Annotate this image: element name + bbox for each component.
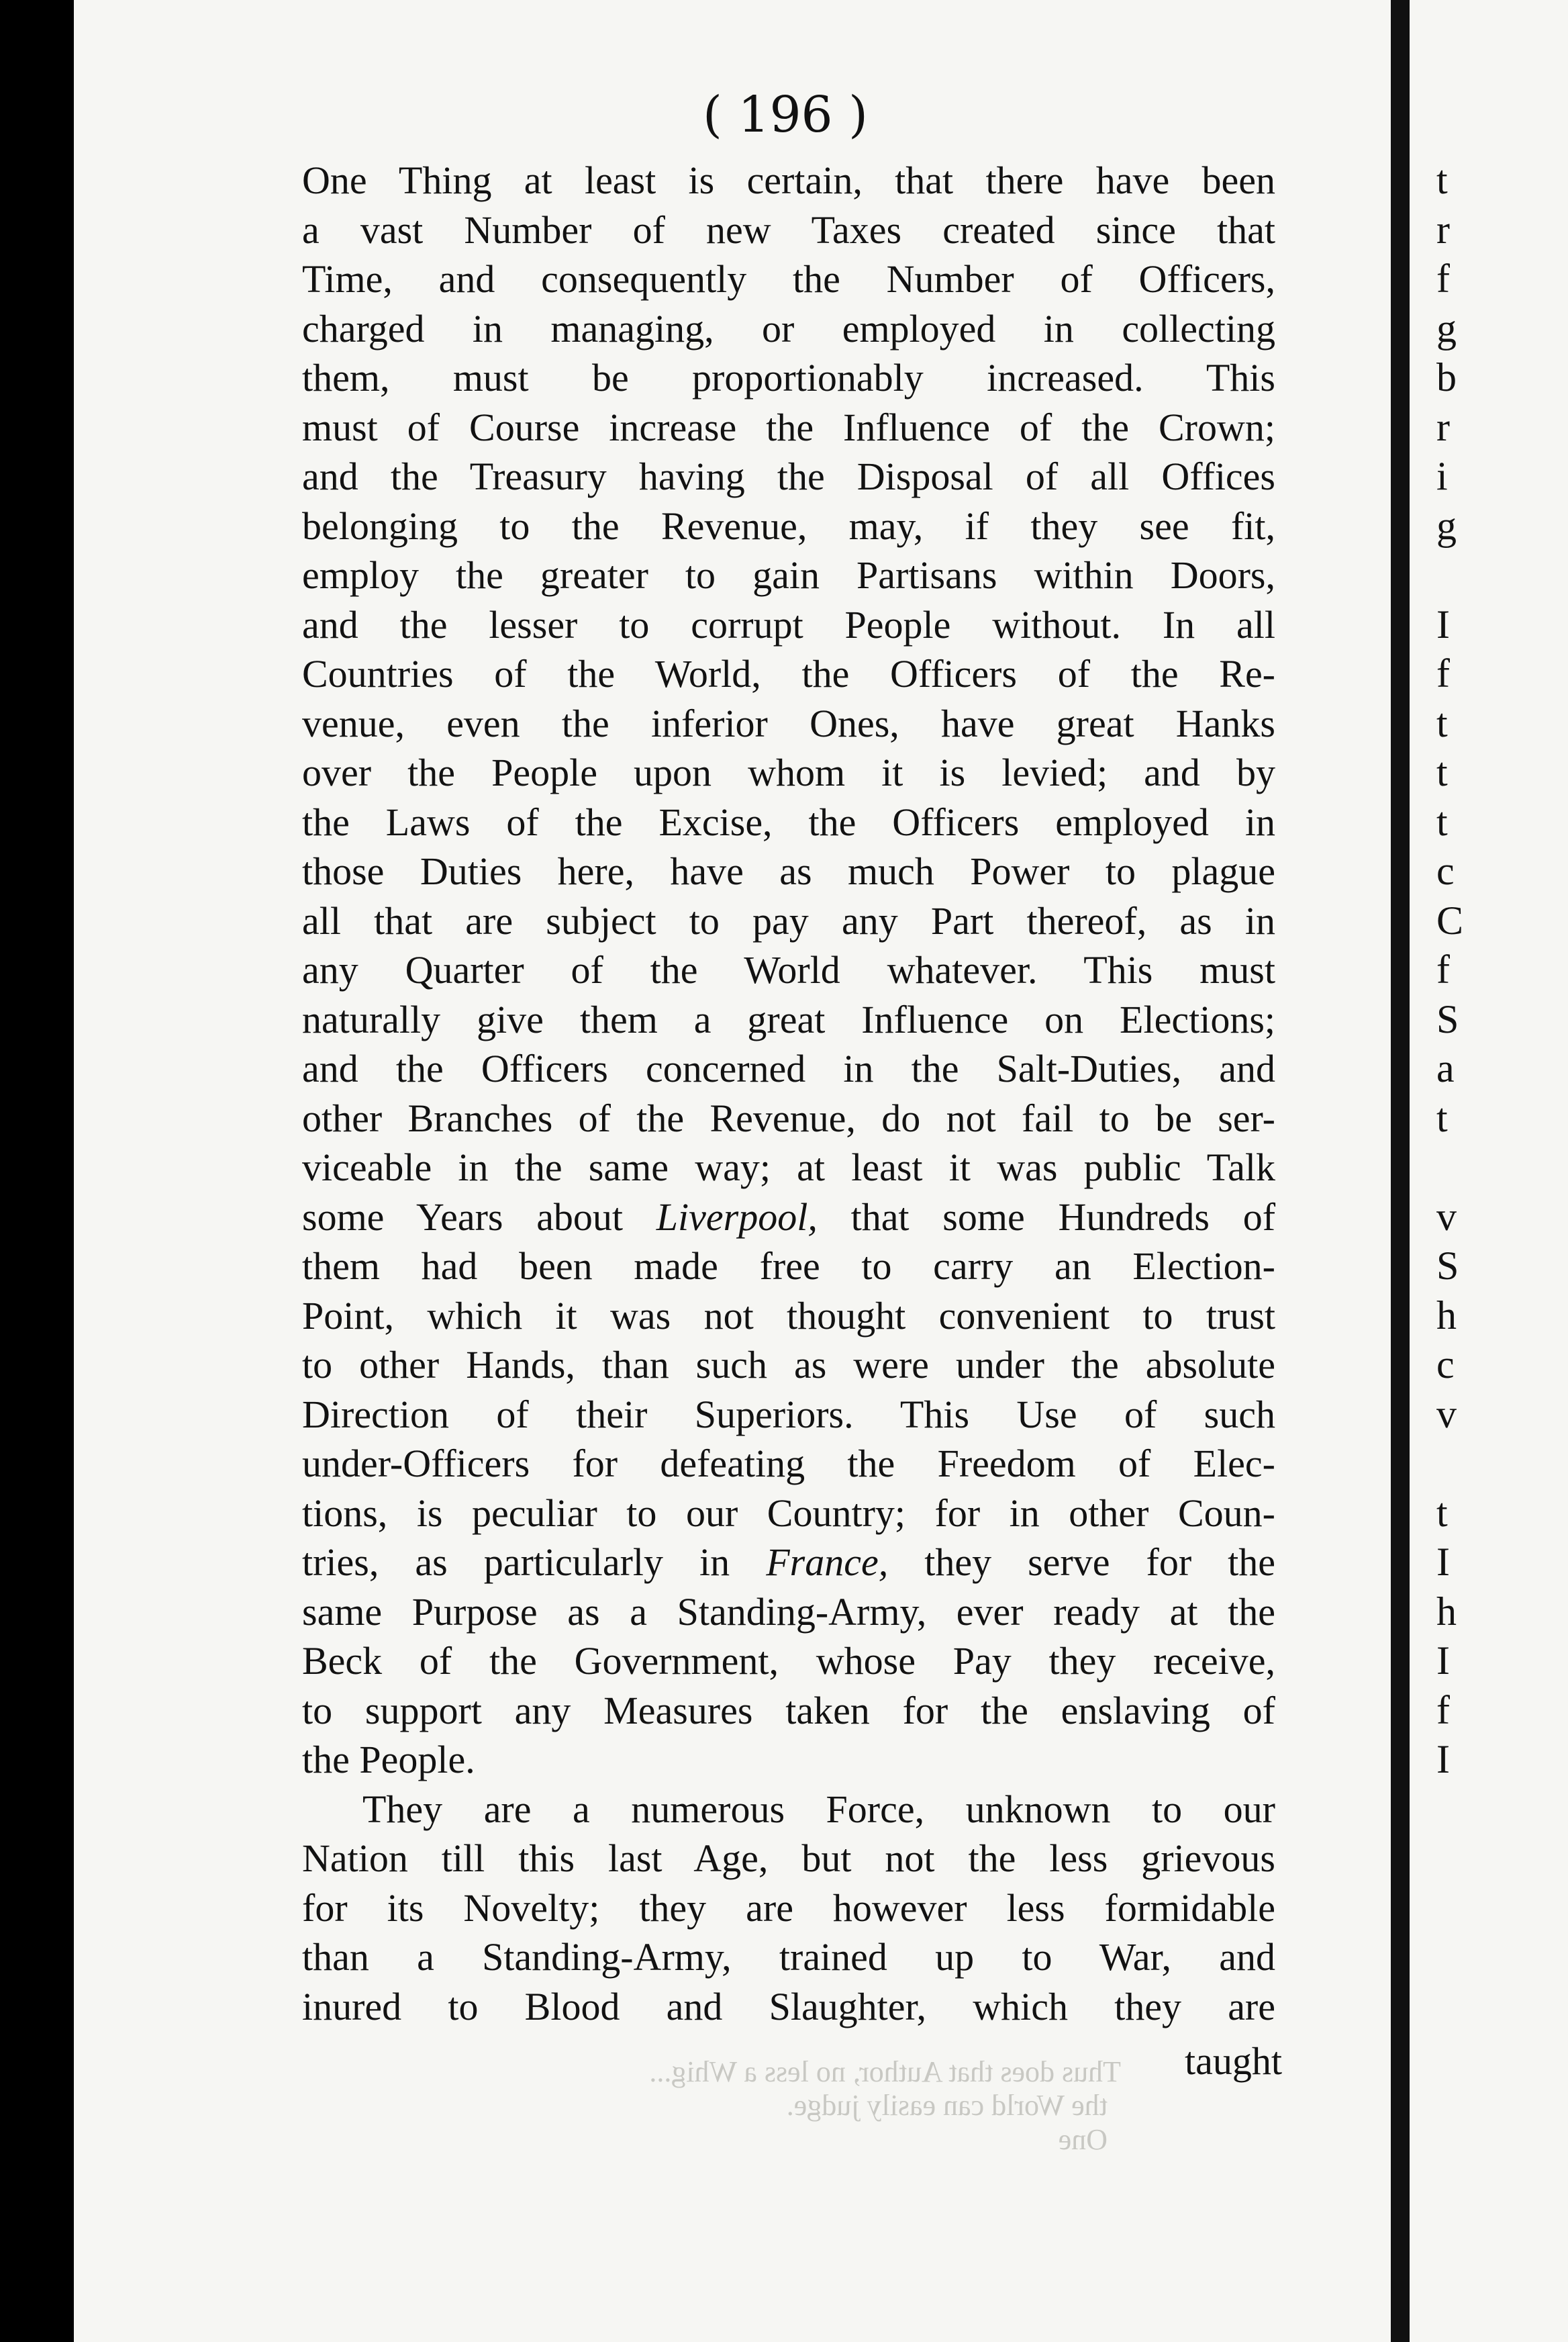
right-page-letter: g — [1436, 503, 1457, 548]
text-line: Beck of the Government, whose Pay they receive, — [302, 1639, 1275, 1683]
text-line: over the People upon whom it is levied; and by — [302, 751, 1275, 794]
bleed-through-text: Thus does that Author, no less a Whig... — [649, 2055, 1121, 2088]
text-line: venue, even the inferior Ones, have great Hanks — [302, 701, 1275, 745]
text-fragment: some Years about — [302, 1195, 624, 1239]
text-line: than a Standing-Army, trained up to War, and — [302, 1935, 1275, 1979]
right-page-letter: f — [1436, 651, 1450, 696]
right-page-letter: C — [1436, 898, 1464, 943]
right-page-letter: t — [1436, 700, 1448, 745]
page-number: ( 196 ) — [702, 86, 869, 144]
text-line: those Duties here, have as much Power to plague — [302, 849, 1275, 893]
right-page-margin-letters — [1436, 156, 1568, 1883]
text-line — [302, 1192, 1275, 1242]
right-page-letter: a — [1436, 1046, 1455, 1090]
bleed-through-text: the World can easily judge. One — [786, 2089, 1108, 2156]
text-line: and the lesser to corrupt People without. In all — [302, 602, 1275, 647]
right-page-letter: t — [1436, 750, 1448, 794]
text-line: employ the greater to gain Partisans within Doors, — [302, 553, 1275, 597]
text-line: to other Hands, than such as were under the absolute — [302, 1343, 1275, 1387]
text-line: Direction of their Superiors. This Use of such — [302, 1392, 1275, 1436]
text-line: inured to Blood and Slaughter, which they are — [302, 1984, 1275, 2028]
right-page-letter: t — [1436, 158, 1448, 202]
text-line: belonging to the Revenue, may, if they see fit, — [302, 504, 1275, 548]
right-page-letter: i — [1436, 454, 1448, 498]
right-page-letter: v — [1436, 1391, 1457, 1436]
right-page-letter: f — [1436, 256, 1450, 301]
right-page-letter: S — [1436, 996, 1459, 1041]
text-line: for its Novelty; they are however less formidable — [302, 1885, 1275, 1930]
right-page-letter: I — [1436, 1638, 1450, 1683]
text-line: and the Officers concerned in the Salt-Duties, and — [302, 1047, 1275, 1090]
right-page-letter: S — [1436, 1244, 1459, 1288]
right-page-letter: g — [1436, 306, 1457, 350]
right-page-letter: t — [1436, 799, 1448, 844]
italic-place-name: Liverpool, — [656, 1195, 818, 1239]
text-line: Time, and consequently the Number of Officers, — [302, 257, 1275, 301]
text-line: One Thing at least is certain, that there have been — [302, 158, 1275, 202]
text-line: other Branches of the Revenue, do not fail to be ser- — [302, 1096, 1275, 1140]
text-line: the Laws of the Excise, the Officers employed in — [302, 800, 1275, 844]
body-text — [302, 156, 1275, 2031]
right-page-letter: I — [1436, 1737, 1450, 1781]
right-page-letter: r — [1436, 404, 1450, 449]
right-page-letter — [1436, 1439, 1568, 1489]
text-line: a vast Number of new Taxes created since that — [302, 207, 1275, 252]
right-page-letter: t — [1436, 1490, 1448, 1535]
text-line: under-Officers for defeating the Freedom of Elec- — [302, 1442, 1275, 1485]
text-line: must of Course increase the Influence of the Crown; — [302, 405, 1275, 449]
right-page-letter: b — [1436, 355, 1457, 400]
right-page — [1410, 0, 1568, 2342]
catchword: taught — [1185, 2039, 1282, 2083]
right-page-letter — [1436, 1143, 1568, 1192]
italic-place-name: France, — [766, 1540, 889, 1584]
text-line: Nation till this last Age, but not the less grievous — [302, 1836, 1275, 1880]
text-line: viceable in the same way; at least it was public Talk — [302, 1145, 1275, 1189]
text-line: same Purpose as a Standing-Army, ever ready at the — [302, 1589, 1275, 1634]
text-line: to support any Measures taken for the enslaving of — [302, 1688, 1275, 1732]
right-page-letter: I — [1436, 1540, 1450, 1584]
text-line: and the Treasury having the Disposal of all Offices — [302, 455, 1275, 498]
right-page-letter: f — [1436, 947, 1450, 992]
right-page-letter: I — [1436, 602, 1450, 647]
text-line: charged in managing, or employed in collecting — [302, 306, 1275, 350]
text-fragment: that some Hundreds of — [850, 1195, 1276, 1239]
text-fragment: tries, as particularly in — [302, 1540, 730, 1584]
right-page-letter — [1436, 1785, 1568, 1834]
paragraph-first-line: They are a numerous Force, unknown to our — [362, 1787, 1275, 1831]
text-line: Countries of the World, the Officers of the Re- — [302, 652, 1275, 696]
text-line — [302, 1538, 1275, 1587]
right-page-letter: c — [1436, 1342, 1455, 1387]
text-line: them, must be proportionably increased. This — [302, 356, 1275, 400]
book-gutter — [1391, 0, 1410, 2342]
right-page-letter: r — [1436, 207, 1450, 252]
right-page-letter: h — [1436, 1293, 1457, 1338]
right-page-letter: t — [1436, 1095, 1448, 1140]
text-line: all that are subject to pay any Part thereof, as in — [302, 898, 1275, 943]
right-page-letter: f — [1436, 1687, 1450, 1732]
text-line: Point, which it was not thought convenient to trust — [302, 1293, 1275, 1338]
text-line: the People. — [302, 1738, 475, 1781]
right-page-letter: h — [1436, 1589, 1457, 1634]
text-line: naturally give them a great Influence on Elections; — [302, 997, 1275, 1041]
right-page-letter — [1436, 551, 1568, 600]
right-page-letter — [1436, 1834, 1568, 1883]
right-page-letter: v — [1436, 1194, 1457, 1239]
text-line: any Quarter of the World whatever. This must — [302, 948, 1275, 992]
text-line: them had been made free to carry an Election- — [302, 1244, 1275, 1288]
text-line: tions, is peculiar to our Country; for in other Coun- — [302, 1491, 1275, 1535]
text-fragment: they serve for the — [924, 1540, 1276, 1584]
right-page-letter: c — [1436, 849, 1455, 893]
